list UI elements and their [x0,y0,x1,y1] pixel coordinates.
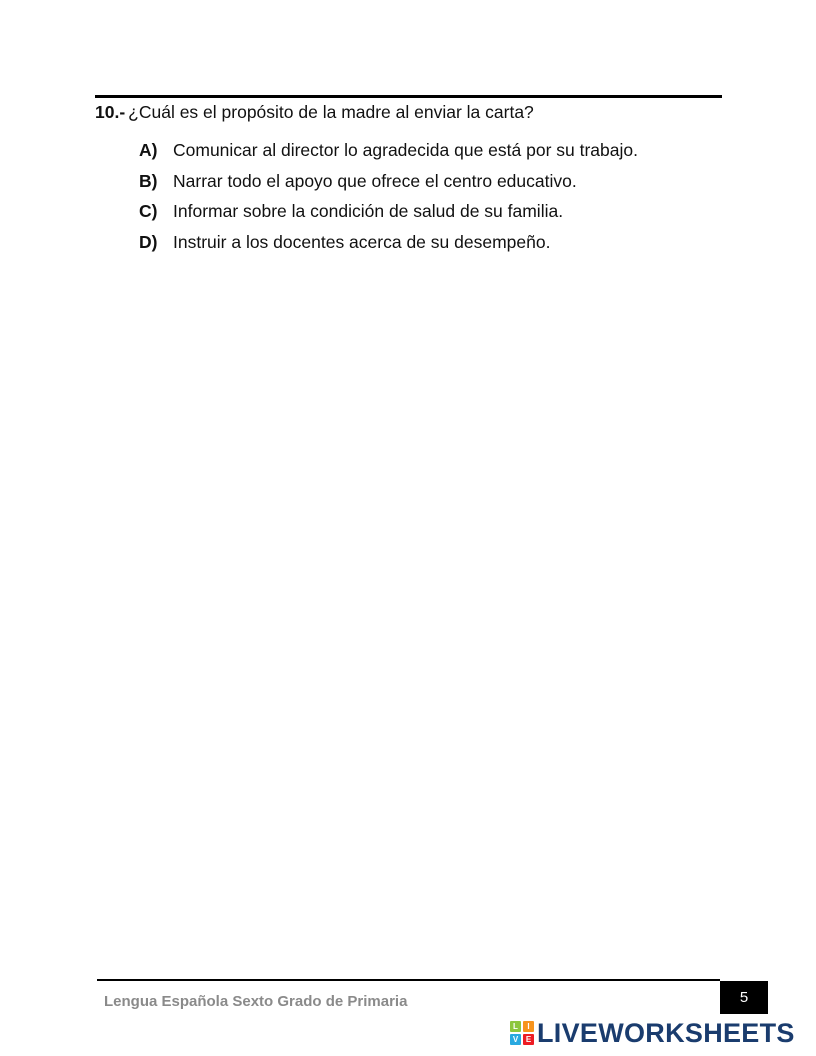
option-c[interactable] [139,200,638,231]
footer-divider [97,979,720,981]
logo-mark-cell: I [523,1021,534,1032]
option-b[interactable] [139,170,638,201]
question [95,101,534,123]
option-letter: A) [139,140,158,160]
question-text: ¿Cuál es el propósito de la madre al enviar la carta? [128,102,534,122]
option-text: Informar sobre la condición de salud de su familia. [173,201,564,221]
logo-mark-cell: L [510,1021,521,1032]
logo-mark-cell: E [523,1034,534,1045]
option-letter: D) [139,231,158,252]
footer-subject-text: Lengua Española Sexto Grado de Primaria [104,993,408,1010]
liveworksheets-logo[interactable] [510,1018,795,1048]
question-number: 10.- [95,102,126,122]
answer-options [139,139,638,261]
page-number: 5 [720,981,768,1014]
option-letter: C) [139,201,158,221]
option-letter: B) [139,170,158,191]
option-a[interactable] [139,139,638,170]
logo-text: LIVEWORKSHEETS [537,1018,795,1048]
top-divider [95,95,722,98]
option-text: Narrar todo el apoyo que ofrece el centro educativo. [173,170,577,191]
logo-grid-icon [510,1021,534,1045]
option-d[interactable] [139,231,638,262]
option-text: Instruir a los docentes acerca de su desempeño. [173,231,551,252]
logo-mark-cell: V [510,1034,521,1045]
option-text: Comunicar al director lo agradecida que está por su trabajo. [173,140,638,160]
